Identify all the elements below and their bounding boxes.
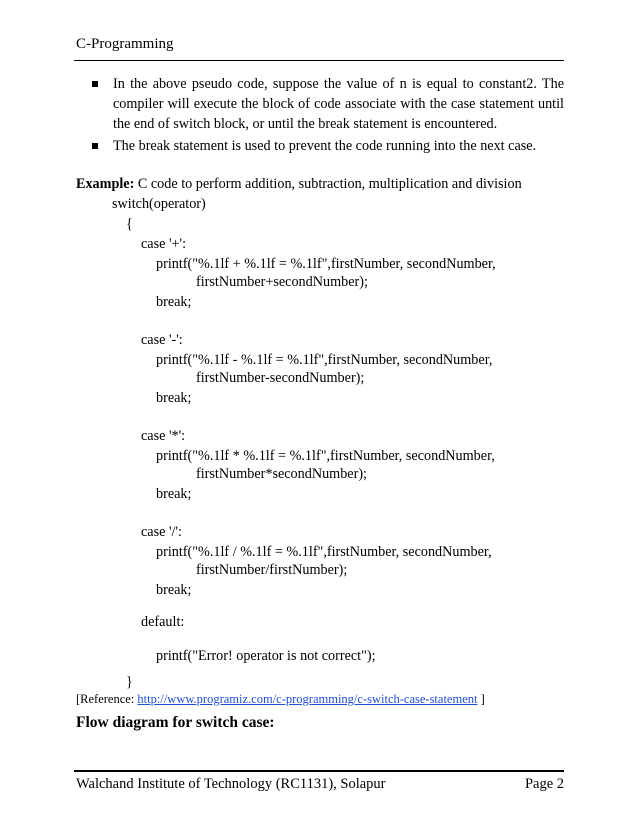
code-line: case '+': [141,236,187,252]
code-line: case '/': [141,524,182,540]
code-line: printf("%.1lf + %.1lf = %.1lf",firstNumber, secondNumber, [156,256,496,272]
square-bullet-icon [92,81,98,87]
code-line: case '*': [141,428,186,444]
code-line: firstNumber-secondNumber); [196,370,365,386]
code-line: printf("%.1lf - %.1lf = %.1lf",firstNumber, secondNumber, [156,352,493,368]
code-line: printf("%.1lf * %.1lf = %.1lf",firstNumber, secondNumber, [156,448,495,464]
bullet-list [92,74,564,158]
reference-line [76,692,485,707]
example-line [76,174,522,194]
footer-page-number: Page 2 [524,776,564,792]
bullet-text: In the above pseudo code, suppose the value of n is equal to constant2. The compiler will execute the block of code associate with the case statement until the end of switch block, or until the break statement is encountered. [113,76,564,132]
example-text: C code to perform addition, subtraction, multiplication and division [134,176,522,192]
list-item [92,74,564,134]
code-line: } [126,674,133,690]
code-line: firstNumber*secondNumber); [196,466,367,482]
bullet-text: The break statement is used to prevent the code running into the next case. [113,138,537,154]
section-heading: Flow diagram for switch case: [76,714,275,731]
list-item [92,136,564,156]
reference-link[interactable]: http://www.programiz.com/c-programming/c-switch-case-statement [137,692,478,706]
code-line: break; [156,582,192,598]
code-line: default: [141,614,185,630]
code-line: { [126,216,133,232]
code-line: case '-': [141,332,183,348]
footer-divider [74,770,564,772]
code-line: firstNumber/firstNumber); [196,562,348,578]
example-label: Example: [76,176,135,192]
page-header-title: C-Programming [76,36,174,52]
code-line: printf("%.1lf / %.1lf = %.1lf",firstNumber, secondNumber, [156,544,492,560]
header-divider [74,60,564,61]
reference-suffix: ] [477,692,485,706]
footer-institute: Walchand Institute of Technology (RC1131), Solapur [76,776,386,792]
code-line: break; [156,486,192,502]
reference-prefix: [Reference: [76,692,138,706]
square-bullet-icon [92,143,98,149]
code-line: printf("Error! operator is not correct"); [156,648,376,664]
code-line: break; [156,294,192,310]
code-line: firstNumber+secondNumber); [196,274,368,290]
code-line: break; [156,390,192,406]
code-line: switch(operator) [112,196,206,212]
